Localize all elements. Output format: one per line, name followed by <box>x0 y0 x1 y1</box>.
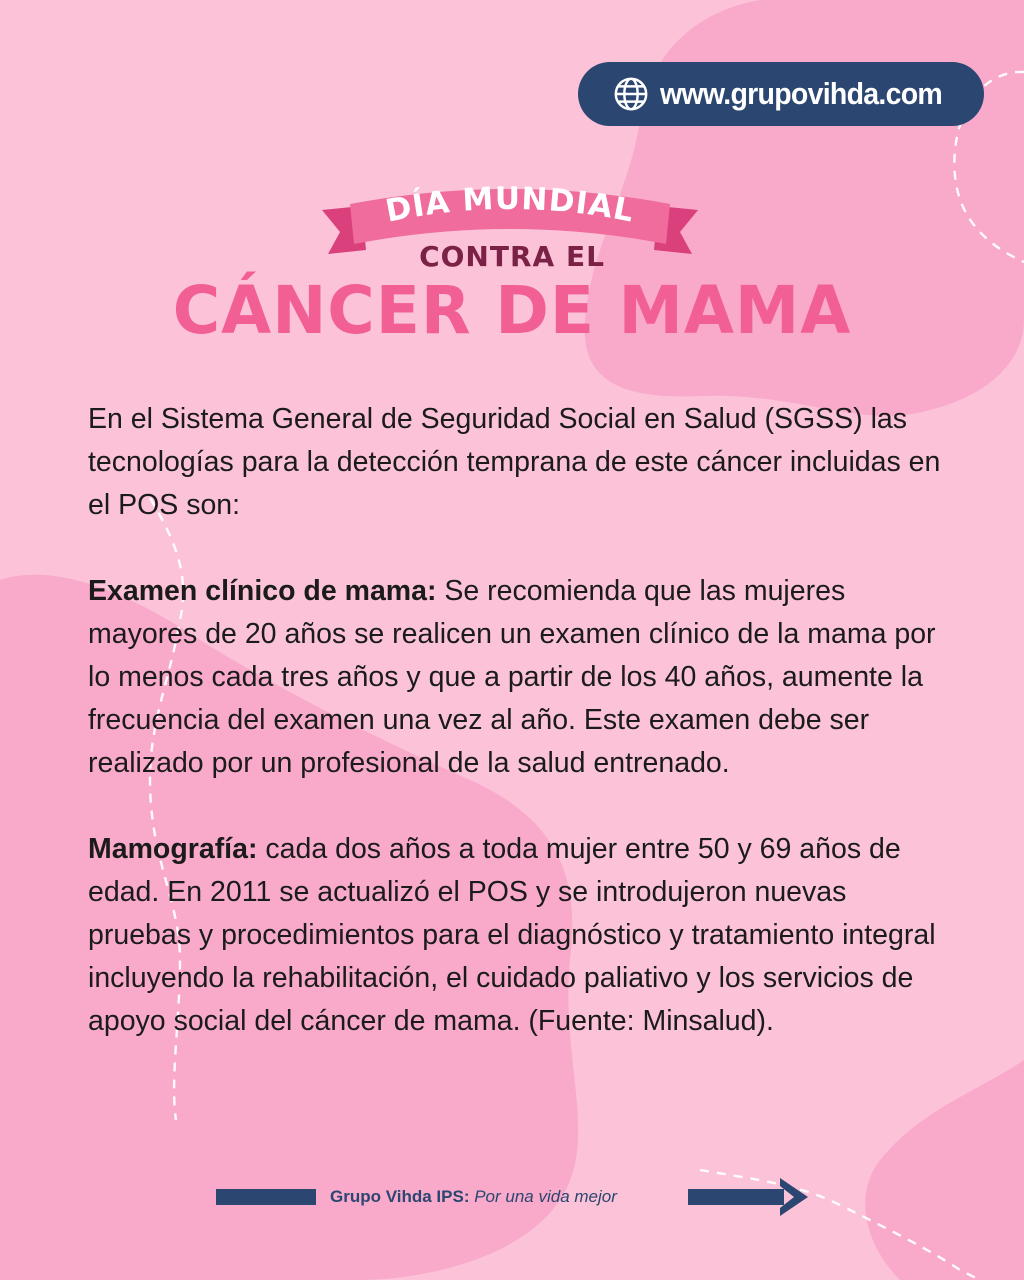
ribbon-text: DÍA MUNDIAL <box>382 180 638 230</box>
footer-slogan: Por una vida mejor <box>469 1187 617 1206</box>
intro-paragraph: En el Sistema General de Seguridad Social en Salud (SGSS) las tecnologías para la detección temprana de este cáncer incluidas en el POS son: <box>88 403 941 521</box>
website-badge[interactable] <box>578 62 984 126</box>
page-title: CÁNCER DE MAMA <box>172 272 852 349</box>
arrow-right-icon <box>688 1176 810 1218</box>
mammography-paragraph <box>88 828 948 1043</box>
mammography-text: cada dos años a toda mujer entre 50 y 69 años de edad. En 2011 se actualizó el POS y se introdujeron nuevas pruebas y procedimientos para el diagnóstico y tratamiento integral incluyendo la rehabilitación, el cuidado paliativo y los servicios de apoyo social del cáncer de mama. (Fuente: Minsalud). <box>88 833 936 1037</box>
website-url[interactable]: www.grupovihda.com <box>660 76 943 111</box>
exam-heading: Examen clínico de mama: <box>88 575 437 607</box>
mammography-heading: Mamografía: <box>88 833 258 865</box>
exam-paragraph <box>88 570 948 785</box>
title-subheading: CONTRA EL <box>419 240 605 273</box>
exam-text: Se recomienda que las mujeres mayores de 20 años se realicen un examen clínico de la mama por lo menos cada tres años y que a partir de los 40 años, aumente la frecuencia del examen una vez al año. Este examen debe ser realizado por un profesional de la salud entrenado. <box>88 575 936 779</box>
article-body <box>88 398 948 1043</box>
globe-icon <box>612 75 650 113</box>
footer-brand: Grupo Vihda IPS: <box>330 1187 470 1206</box>
bottom-right-blob <box>865 1060 1024 1280</box>
footer-tagline <box>330 1184 617 1210</box>
footer-left-bar <box>216 1189 316 1205</box>
